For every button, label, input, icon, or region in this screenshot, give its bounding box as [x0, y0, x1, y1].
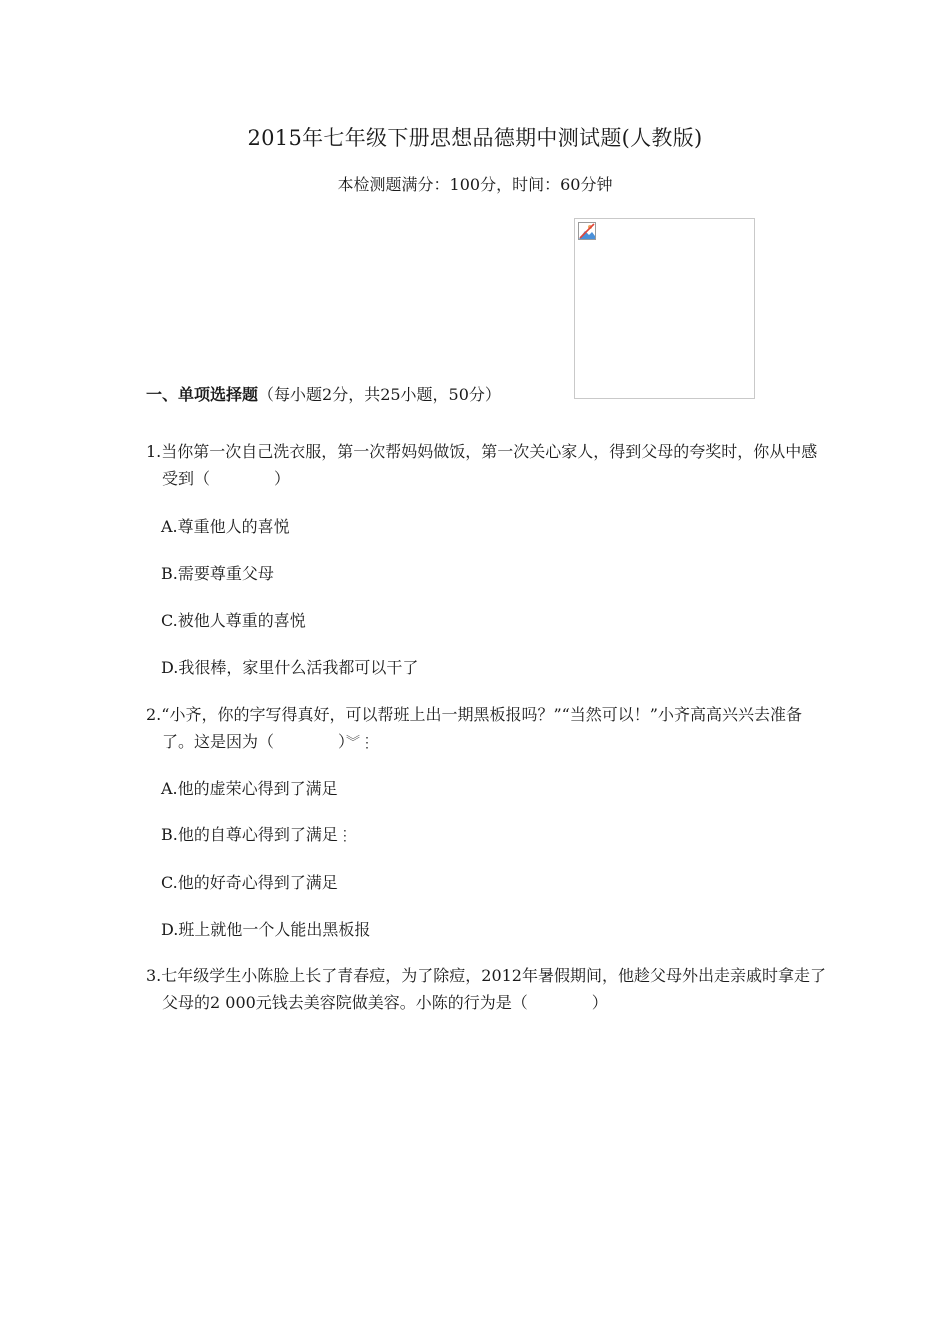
- question-2-stem-marks: ︾⋮: [346, 735, 375, 751]
- question-1-option-d: D.我很棒，家里什么活我都可以干了: [161, 658, 419, 677]
- question-1-stem: [146, 438, 826, 492]
- page-subtitle: 本检测题满分：100分，时间：60分钟: [337, 175, 613, 194]
- broken-image-icon: [578, 222, 596, 240]
- question-3-text: 3.七年级学生小陈脸上长了青春痘，为了除痘，2012年暑假期间，他趁父母外出走亲戚时拿走了父母的2 000元钱去美容院做美容。小陈的行为是（ ）: [146, 966, 826, 1012]
- question-2-option-b-text: B.他的自尊心得到了满足: [161, 825, 338, 844]
- page-title: 2015年七年级下册思想品德期中测试题(人教版): [247, 126, 703, 150]
- section-heading: [146, 382, 501, 405]
- question-2-option-c: C.他的好奇心得到了满足: [161, 873, 338, 892]
- question-1-option-a: A.尊重他人的喜悦: [161, 517, 290, 536]
- image-placeholder: [574, 218, 755, 399]
- question-3-stem: [146, 962, 826, 1016]
- question-2-option-b-mark: ⋮: [337, 828, 352, 844]
- question-1-text: 1.当你第一次自己洗衣服，第一次帮妈妈做饭，第一次关心家人，得到父母的夸奖时，你从中感受到（ ）: [146, 442, 818, 488]
- question-1-option-b: B.需要尊重父母: [161, 564, 274, 583]
- question-2-option-b: [161, 822, 352, 845]
- question-2-option-a: A.他的虚荣心得到了满足: [161, 779, 338, 798]
- section-heading-title: 一、单项选择题: [146, 385, 259, 404]
- question-2-option-d: D.班上就他一个人能出黑板报: [161, 920, 371, 939]
- question-2-text: 2.“小齐，你的字写得真好，可以帮班上出一期黑板报吗？”“当然可以！”小齐高高兴兴去准备了。这是因为（ ）: [146, 705, 802, 751]
- section-heading-note: （每小题2分，共25小题，50分）: [258, 385, 501, 404]
- question-1-option-c: C.被他人尊重的喜悦: [161, 611, 306, 630]
- question-2-stem: [146, 701, 826, 757]
